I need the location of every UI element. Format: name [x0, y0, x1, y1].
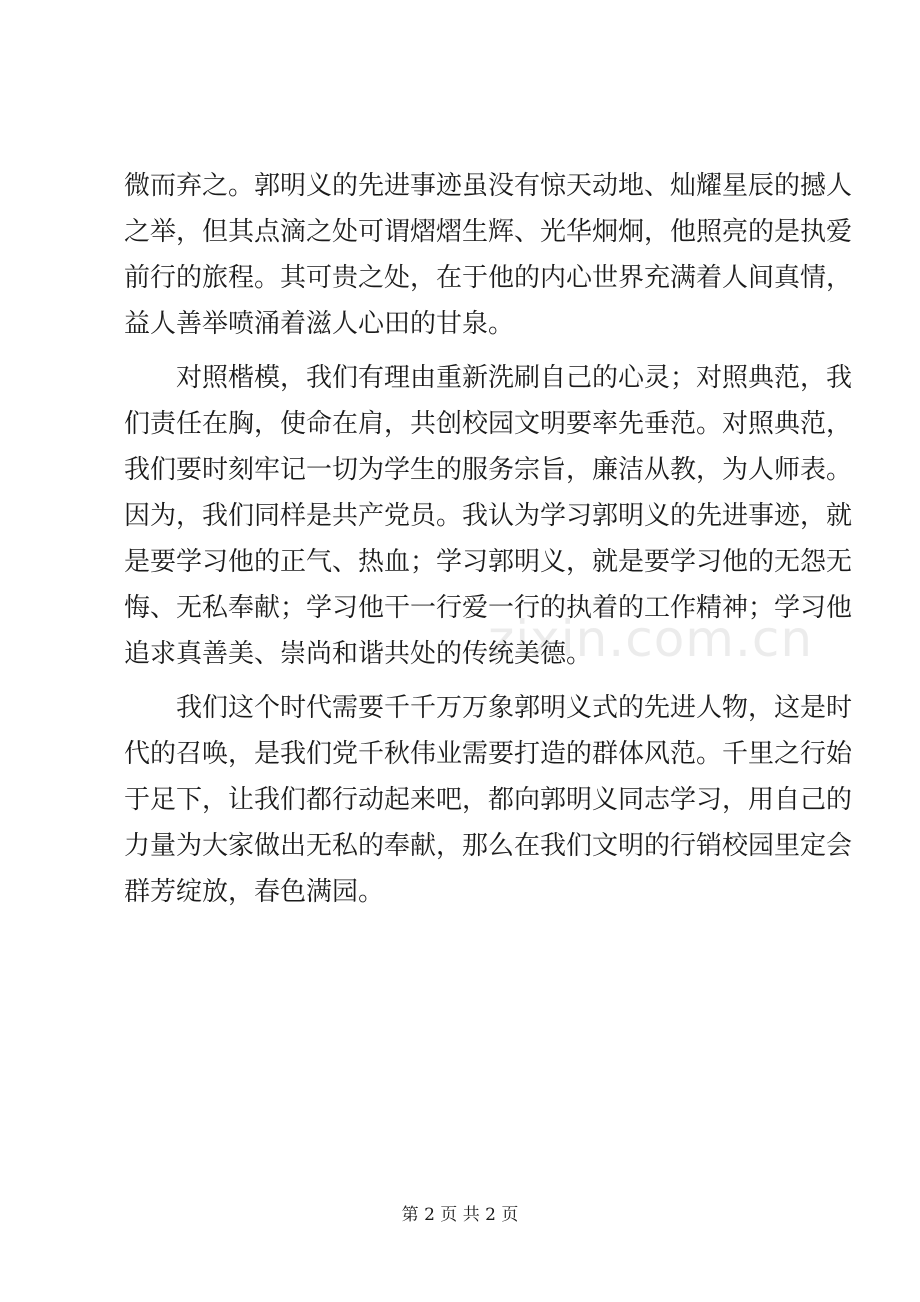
watermark: zixin.com.cn — [488, 610, 814, 668]
paragraph-1-line-4: 益人善举喷涌着滋人心田的甘泉。 — [124, 309, 515, 339]
paragraph-2-line-2: 们责任在胸，使命在肩，共创校园文明要率先垂范。对照典范， — [124, 409, 853, 439]
paragraph-3-line-1: 我们这个时代需要千千万万象郭明义式的先进人物，这是时 — [176, 693, 853, 723]
paragraph-1-line-2: 之举，但其点滴之处可谓熠熠生辉、光华炯炯，他照亮的是执爱 — [124, 217, 853, 247]
paragraph-2-line-7: 追求真善美、崇尚和谐共处的传统美德。 — [124, 639, 593, 669]
paragraph-3-line-3: 于足下，让我们都行动起来吧，都向郭明义同志学习，用自己的 — [124, 785, 853, 815]
paragraph-2-line-3: 我们要时刻牢记一切为学生的服务宗旨，廉洁从教，为人师表。 — [124, 455, 853, 485]
paragraph-3-line-5: 群芳绽放，春色满园。 — [124, 877, 385, 907]
paragraph-3-line-2: 代的召唤，是我们党千秋伟业需要打造的群体风范。千里之行始 — [124, 739, 853, 769]
paragraph-2-line-5: 是要学习他的正气、热血；学习郭明义，就是要学习他的无怨无 — [124, 547, 853, 577]
paragraph-2-line-4: 因为，我们同样是共产党员。我认为学习郭明义的先进事迹，就 — [124, 501, 853, 531]
paragraph-1-line-1: 微而弃之。郭明义的先进事迹虽没有惊天动地、灿耀星辰的撼人 — [124, 171, 853, 201]
paragraph-2-line-6: 悔、无私奉献；学习他干一行爱一行的执着的工作精神；学习他 — [124, 593, 853, 623]
paragraph-3-line-4: 力量为大家做出无私的奉献，那么在我们文明的行销校园里定会 — [124, 831, 853, 861]
paragraph-1-line-3: 前行的旅程。其可贵之处，在于他的内心世界充满着人间真情， — [124, 263, 853, 293]
page-footer: 第 2 页 共 2 页 — [401, 1205, 519, 1225]
paragraph-2-line-1: 对照楷模，我们有理由重新洗刷自己的心灵；对照典范，我 — [176, 363, 853, 393]
